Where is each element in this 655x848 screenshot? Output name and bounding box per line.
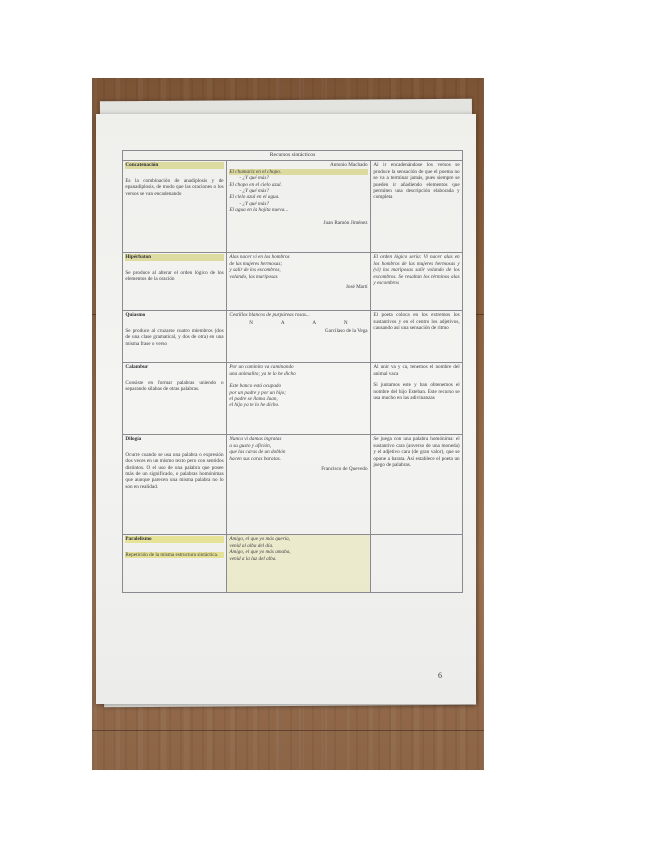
explanation-cell [371, 161, 463, 253]
table-row [123, 435, 463, 535]
explanation-cell [371, 535, 463, 593]
example-line: hacen sus caras baratas. [229, 455, 281, 462]
resource-name: Paralelismo [125, 536, 223, 542]
explanation-cell [371, 253, 463, 311]
example-line: venid a la luz del alba. [229, 555, 277, 562]
resource-name: Quiasmo [125, 312, 146, 319]
definition-cell [123, 363, 227, 435]
example-line: y salir de los escombros, [229, 267, 281, 274]
example-line: a su gusto y afición, [229, 442, 272, 449]
resource-definition: Ocurre cuando se usa una palabra o expresión dos veces en un mismo texto pero con sentidos distintos. O el uso de una palabra que posee más de un significado, o palabras homónimas que aunque parecen una misma palabra no lo son en realidad. [125, 451, 224, 490]
resource-name: Concatenación [125, 162, 223, 168]
resource-definition: Se produce al cruzarse cuatro miembros (dos de una clase gramatical, y dos de otra) en una misma frase o verso [125, 327, 224, 347]
table-row [123, 535, 463, 593]
resource-definition: Es la combinación de anadiplosis y de epanadiplosis, de modo que las oraciones o los versos se van encadenando [125, 177, 224, 197]
definition-cell [123, 535, 227, 593]
resource-name: Hipérbaton [125, 254, 223, 260]
explanation-text: El poeta coloca en los extremos los sustantivos y en el centro los adjetivos, causando así una sensación de ritmo [373, 312, 460, 332]
explanation-cell [371, 311, 463, 363]
chiasmus-letter: N [343, 319, 348, 326]
explanation-cell [371, 363, 463, 435]
example-line: El cielo azul en el agua. [229, 194, 280, 201]
example-author: Francisco de Quevedo [321, 466, 368, 472]
example-line: el hijo ya te lo he dicho. [229, 402, 280, 409]
explanation-text: Si juntamos este y ban obtenemos el nombre del hijo Esteban. Este recurso se usa mucho en las adivinanzas [373, 382, 460, 401]
example-line: - ¿Y qué más? [239, 175, 269, 182]
example-author: José Martí [345, 284, 368, 290]
table-row [123, 161, 463, 253]
photo-background [92, 78, 484, 770]
example-line: el padre se llama Juan, [229, 396, 278, 402]
example-line: Cestillos blancos de purpúreas rosas... [229, 312, 310, 319]
explanation-text: Al ir encadenándose los versos se produce la sensación de que el poema no se va a terminar jamás, pues siempre se pueden ir añadiendo elementos que permiten una descripción elaborada y completa [373, 162, 460, 201]
example-line: Por un caminito va caminando [229, 364, 294, 371]
example-line: El agua en la hojita nueva... [229, 207, 289, 214]
explanation-text: Al unir va y ca, tenemos el nombre del animal vaca [373, 364, 460, 377]
example-cell [227, 253, 371, 311]
resource-definition: Repetición de la misma estructura sintáctica. [125, 552, 223, 558]
table-title: Recursos sintácticos [123, 151, 463, 161]
example-cell [227, 535, 371, 593]
explanation-cell [371, 435, 463, 535]
explanation-text: Se juega con una palabra homónima: el sustantivo cara (anverso de una moneda) y el adjetivo cara (de gran valor), que se opone a barata. Así establece el poeta un juego de palabras. [373, 436, 460, 468]
example-line: venid al alba del día. [229, 542, 274, 549]
definition-cell [123, 253, 227, 311]
example-author: Antonio Machado [330, 162, 368, 169]
chiasmus-letter: A [280, 319, 285, 326]
chiasmus-markers [229, 319, 367, 327]
example-author: Juan Ramón Jiménez [323, 219, 368, 226]
example-line: por un padre y por un hijo; [229, 389, 286, 396]
example-line: volando, las mariposas [229, 273, 278, 280]
resource-definition: Consiste en formar palabras uniendo o separando sílabas de otras palabras. [125, 379, 224, 393]
floor-seam [92, 730, 484, 731]
example-line: Amigo, el que yo más amaba, [229, 549, 291, 556]
example-line: El chamariz en el chopo. [229, 169, 367, 175]
resource-definition: Se produce al alterar el orden lógico de los elementos de la oración [125, 269, 224, 283]
example-line: Nunca vi damas ingratas [229, 436, 282, 443]
example-line: que las caras de un doblón [229, 449, 286, 456]
example-line: de las mujeres hermosas; [229, 260, 283, 267]
example-line: Amigo, el que yo más quería, [229, 536, 291, 543]
page-number: 6 [438, 671, 442, 680]
document-page [96, 114, 476, 704]
definition-cell [123, 311, 227, 363]
example-cell [227, 161, 371, 253]
example-line: una animalito; ya te lo he dicho [229, 370, 296, 377]
example-author: Garcilaso de la Vega [324, 328, 368, 335]
example-cell [227, 435, 371, 535]
example-line: Alas nacer vi en los hombros [229, 254, 290, 261]
example-line: Este banco está ocupado [229, 383, 282, 390]
chiasmus-letter: A [312, 319, 317, 326]
chiasmus-letter: N [249, 319, 254, 326]
table-row [123, 363, 463, 435]
table-row [123, 311, 463, 363]
resource-name: Dilogía [125, 436, 142, 443]
resources-table [122, 150, 463, 593]
example-line: El chopo en el cielo azul. [229, 181, 282, 188]
explanation-text: El orden lógico sería: Vi nacer alas en los hombros de las mujeres hermosas y (vi) las mariposas salir volando de los escombros. Se resaltan los términos alas y escombros [373, 254, 460, 286]
example-line: - ¿Y qué más? [239, 200, 269, 207]
table-row [123, 253, 463, 311]
example-line: - ¿Y qué más? [239, 188, 269, 194]
example-cell [227, 363, 371, 435]
definition-cell [123, 435, 227, 535]
definition-cell [123, 161, 227, 253]
example-cell [227, 311, 371, 363]
resource-name: Calambur [125, 364, 149, 371]
